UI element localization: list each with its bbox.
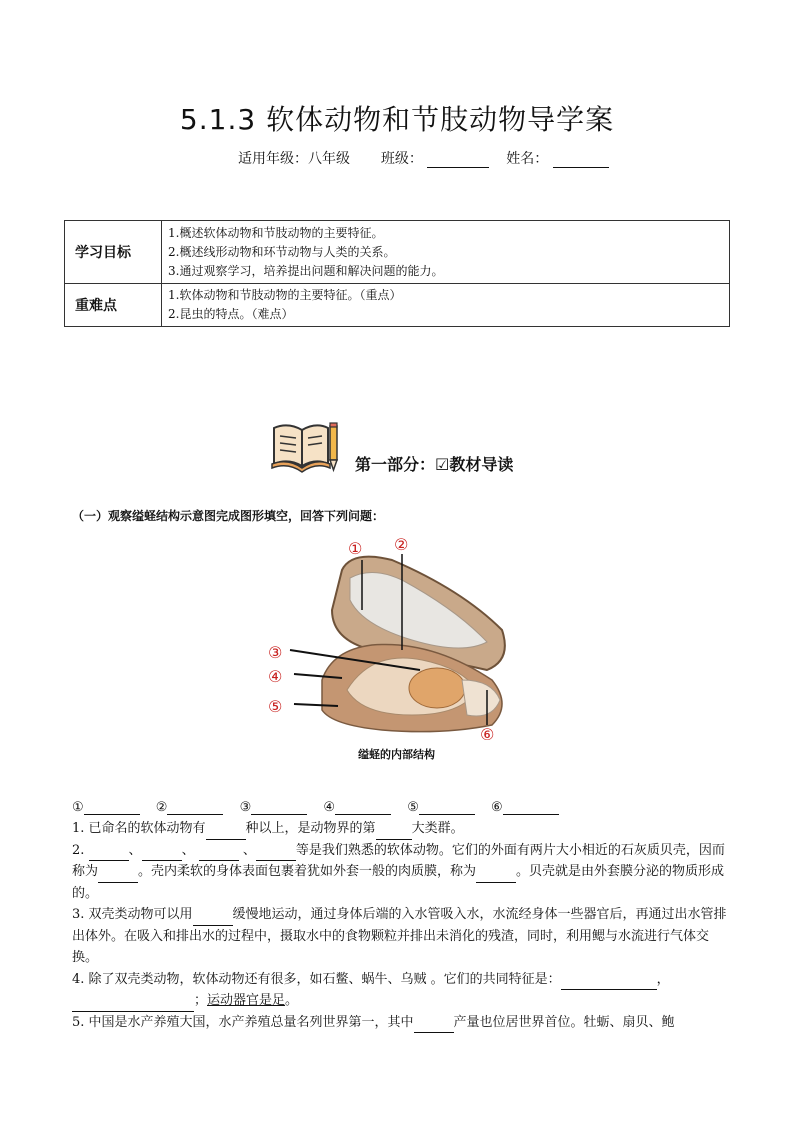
book-pencil-icon xyxy=(268,418,344,474)
fill-blank[interactable] xyxy=(376,825,412,840)
fill-blank[interactable] xyxy=(476,868,516,883)
figure-label: ⑥ xyxy=(480,725,495,740)
key-row xyxy=(65,284,730,327)
key-item: 2.昆虫的特点。（难点） xyxy=(168,307,294,321)
fill-blank[interactable] xyxy=(98,868,138,883)
question-text: 5. 中国是水产养殖大国，水产养殖总量名列世界第一，其中 xyxy=(72,1014,414,1030)
answer-label: ① xyxy=(72,800,84,815)
question-text: 。壳内柔软的身体表面包裹着犹如外套一般的肉质膜，称为 xyxy=(138,864,477,879)
answer-blank[interactable] xyxy=(419,801,475,815)
answer-row xyxy=(72,800,571,815)
figure-label: ② xyxy=(394,535,409,554)
question-text: 产量也位居世界首位。牡蛎、扇贝、鲍 xyxy=(453,1014,675,1030)
question-text: 2. xyxy=(72,842,89,858)
question-text: 、 xyxy=(238,842,256,858)
question-text: 等是我们熟悉的软体动物。它们的外面有两片大小相近的石灰质贝壳，因而称为 xyxy=(72,842,725,879)
fill-blank[interactable] xyxy=(256,846,296,861)
answer-blank[interactable] xyxy=(503,801,559,815)
question-text: 3. 双壳类动物可以用 xyxy=(72,907,193,922)
question-text: 1. 已命名的软体动物有 xyxy=(72,821,206,836)
header-meta xyxy=(238,148,609,168)
question-5 xyxy=(72,1012,732,1034)
figure-caption: 缢蛏的内部结构 xyxy=(358,748,435,761)
answer-label: ⑤ xyxy=(407,800,419,815)
question-4 xyxy=(72,969,732,1012)
question-text: 大类群。 xyxy=(411,821,464,836)
fill-blank[interactable] xyxy=(414,1018,454,1033)
question-text: 。贝壳就是由外套膜分泌的物质形成的。 xyxy=(72,864,725,901)
goal-row xyxy=(65,221,730,284)
answer-blank[interactable] xyxy=(251,801,307,815)
figure-label: ③ xyxy=(268,643,283,662)
goal-item: 2.概述线形动物和环节动物与人类的关系。 xyxy=(168,244,396,259)
goal-heading: 学习目标 xyxy=(65,221,162,284)
fill-blank[interactable] xyxy=(193,911,233,926)
answer-blank[interactable] xyxy=(335,801,391,815)
question-text: 4. 除了双壳类动物，软体动物还有很多，如石鳖、蜗牛、乌贼 。它们的共同特征是： xyxy=(72,971,561,987)
question-list xyxy=(72,818,732,1033)
key-item: 1.软体动物和节肢动物的主要特征。（重点） xyxy=(168,288,402,302)
question-2 xyxy=(72,840,732,905)
figure-label: ④ xyxy=(268,667,283,686)
fill-blank[interactable] xyxy=(561,975,657,990)
answer-label: ③ xyxy=(239,800,252,815)
answer-label: ② xyxy=(155,800,168,815)
name-label: 姓名： xyxy=(506,151,549,167)
question-heading: （一）观察缢蛏结构示意图完成图形填空，回答下列问题： xyxy=(72,509,385,523)
answer-blank[interactable] xyxy=(84,801,140,815)
question-text: 、 xyxy=(128,842,142,858)
fill-blank[interactable] xyxy=(89,846,129,861)
question-text: ， xyxy=(656,971,670,987)
goal-item: 1.概述软体动物和节肢动物的主要特征。 xyxy=(168,225,384,240)
question-text: 、 xyxy=(181,842,199,858)
class-blank[interactable] xyxy=(427,153,489,168)
fill-blank[interactable] xyxy=(142,846,182,861)
answer-blank[interactable] xyxy=(167,801,223,815)
question-1 xyxy=(72,818,732,840)
name-blank[interactable] xyxy=(553,153,609,168)
question-text: 缓慢地运动，通过身体后端的入水管吸入水，水流经身体一些器官后，再通过出水管排出体外。在吸入和排出水的过程中，摄取水中的食物颗粒并排出未消化的残渣，同时，利用鳃与水流进行气体交换。 xyxy=(72,907,727,965)
figure-label: ① xyxy=(348,539,363,558)
class-label: 班级： xyxy=(380,151,423,167)
objectives-table xyxy=(64,220,730,327)
answer-label: ④ xyxy=(323,800,336,815)
question-text: ； xyxy=(194,993,208,1008)
question-3 xyxy=(72,904,732,969)
fill-blank[interactable] xyxy=(199,846,239,861)
question-text: 种以上，是动物界的第 xyxy=(245,821,376,836)
grade-label: 适用年级：八年级 xyxy=(238,151,350,167)
part-heading: 第一部分：☑教材导读 xyxy=(355,455,514,474)
key-heading: 重难点 xyxy=(65,284,162,327)
goal-item: 3.通过观察学习，培养提出问题和解决问题的能力。 xyxy=(168,263,444,278)
figure-label: ⑤ xyxy=(268,697,283,716)
underlined-answer: 运动器官是足 xyxy=(207,993,286,1008)
fill-blank[interactable] xyxy=(72,997,194,1012)
page-title: 5.1.3 软体动物和节肢动物导学案 xyxy=(179,103,615,136)
razor-clam-figure xyxy=(262,530,522,740)
fill-blank[interactable] xyxy=(206,825,246,840)
goal-content xyxy=(162,221,730,284)
key-content xyxy=(162,284,730,327)
question-text: 。 xyxy=(285,993,299,1008)
answer-label: ⑥ xyxy=(490,800,503,815)
